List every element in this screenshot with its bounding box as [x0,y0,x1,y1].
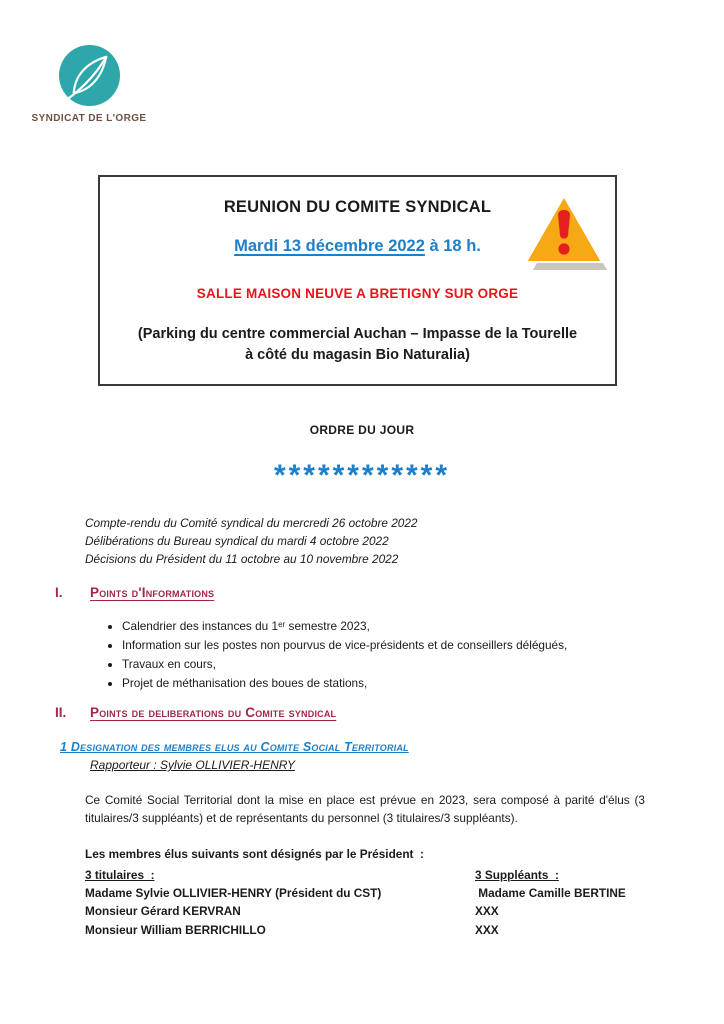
section-1-title: Points d'Informations [90,585,215,600]
suppleant-name: XXX [475,922,499,937]
notice-title: REUNION DU COMITE SYNDICAL [223,198,492,216]
parking-line2: à côté du magasin Bio Naturalia) [245,347,470,363]
preamble-line: Décisions du Président du 11 octobre au 10 novembre 2022 [85,552,399,566]
section-2-heading [55,705,336,720]
leaf-logo-icon [58,44,121,107]
members-header-row [85,866,651,884]
warning-icon [523,192,611,274]
notice-date-time: à 18 h. [424,237,481,255]
notice-date-main: Mardi 13 décembre 2022 [234,237,425,255]
section-1-bullet-list [100,617,648,693]
section-1-number: I. [55,585,63,600]
titulaire-name: Monsieur William BERRICHILLO [85,922,266,937]
member-row [85,902,651,920]
notice-box [98,175,617,386]
preamble-line: Compte-rendu du Comité syndical du mercredi 26 octobre 2022 [85,516,418,530]
notice-parking [100,324,615,366]
titulaires-header: 3 titulaires : [85,868,155,882]
designation-intro: Les membres élus suivants sont désignés par le Président : [85,847,424,861]
bullet-item: • Travaux en cours, [122,655,648,674]
bullet-item: • Calendrier des instances du 1ᵉʳ semestre 2023, [122,617,648,636]
preamble-line: Délibérations du Bureau syndical du mardi 4 octobre 2022 [85,534,389,548]
titulaire-name: Madame Sylvie OLLIVIER-HENRY (Président du CST) [85,886,382,901]
org-logo [30,44,148,124]
titulaire-name: Monsieur Gérard KERVRAN [85,904,241,919]
members-table [85,866,651,939]
suppleant-name: Madame Camille BERTINE [475,886,626,901]
section-2-title: Points de deliberations du Comite syndical [90,705,337,720]
agenda-heading: ORDRE DU JOUR [309,423,415,437]
bullet-item: • Projet de méthanisation des boues de stations, [122,674,648,693]
org-name: SYNDICAT DE L'ORGE [31,113,147,124]
member-row [85,921,651,939]
section-2-number: II. [55,705,67,720]
bullet-item: • Information sur les postes non pourvus de vice-présidents et de conseillers délégués, [122,636,648,655]
separator-stars: ************ [273,459,451,492]
notice-venue: SALLE MAISON NEUVE A BRETIGNY SUR ORGE [196,286,519,301]
cst-paragraph: Ce Comité Social Territorial dont la mise en place est prévue en 2023, sera composé à parité d'élus (3 titulaires/3 suppléants) et de représentants du personnel (3 titulaires/3 suppléants). [85,793,645,825]
section-1-heading [55,585,214,600]
subsection-1-title: 1 Designation des membres elus au Comite Social Territorial [60,740,409,754]
parking-line1: (Parking du centre commercial Auchan – Impasse de la Tourelle [137,326,578,342]
suppleants-header: 3 Suppléants : [475,868,559,882]
suppleant-name: XXX [475,904,499,919]
member-row [85,884,651,902]
agenda-preamble [85,514,417,568]
rapporteur-line: Rapporteur : Sylvie OLLIVIER-HENRY [90,758,295,772]
